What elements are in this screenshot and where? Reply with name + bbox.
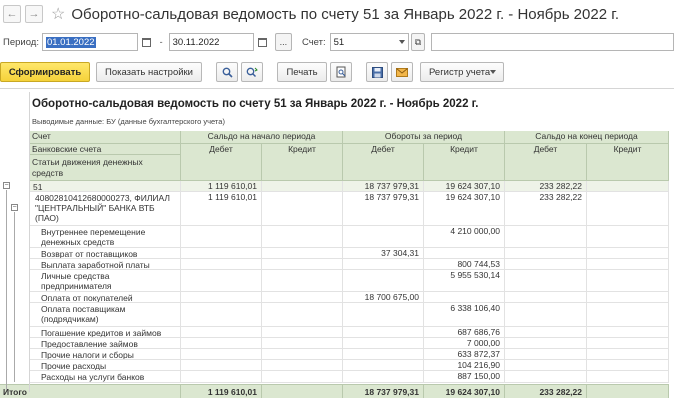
row-name-line1: Оплата поставщикам [41, 304, 126, 314]
closing-debit [505, 270, 587, 291]
row-name: Выплата заработной платы [29, 259, 181, 269]
register-button[interactable] [420, 62, 504, 82]
row-name-line2: "ЦЕНТРАЛЬНЫЙ" БАНКА ВТБ [35, 203, 155, 213]
opening-debit [181, 292, 262, 302]
search-icon[interactable] [216, 62, 238, 82]
row-name: Расходы на услуги банков [29, 371, 181, 382]
table-row[interactable] [29, 327, 669, 338]
period-select-button[interactable]: ... [275, 33, 292, 51]
turnover-credit: 104 216,90 [424, 360, 505, 370]
row-name: Прочие расходы [29, 360, 181, 370]
extra-filter-input[interactable] [431, 33, 674, 51]
opening-credit [262, 360, 343, 370]
closing-debit [505, 360, 587, 370]
turnover-credit [424, 248, 505, 258]
total-row[interactable] [0, 384, 669, 398]
opening-debit [181, 338, 262, 348]
print-button[interactable]: Печать [277, 62, 327, 82]
row-name-line3: (ПАО) [35, 213, 59, 223]
grouping-tree [0, 182, 29, 387]
opening-credit [262, 270, 343, 291]
calendar-to-icon[interactable] [256, 35, 269, 49]
turnover-debit [343, 371, 424, 382]
table-row[interactable] [29, 360, 669, 371]
header-turnover-credit: Кредит [424, 144, 505, 181]
header-opening-debit: Дебет [181, 144, 262, 181]
closing-credit [587, 292, 669, 302]
show-settings-button[interactable]: Показать настройки [96, 62, 202, 82]
back-arrow-icon[interactable]: ← [3, 5, 21, 23]
forward-arrow-icon[interactable]: → [25, 5, 43, 23]
closing-credit [587, 338, 669, 348]
table-row[interactable] [29, 270, 669, 292]
turnover-credit: 19 624 307,10 [424, 192, 505, 225]
total-opening-debit: 1 119 610,01 [181, 385, 262, 398]
save-icon[interactable] [366, 62, 388, 82]
closing-debit [505, 338, 587, 348]
row-name-line2: предпринимателя [41, 281, 112, 291]
opening-credit [262, 248, 343, 258]
table-row[interactable] [29, 371, 669, 383]
table-row[interactable] [29, 259, 669, 270]
divider [0, 88, 674, 89]
header-cash-flow-line2: средств [32, 168, 64, 178]
closing-credit [587, 349, 669, 359]
turnover-debit [343, 338, 424, 348]
opening-debit [181, 270, 262, 291]
turnover-debit: 37 304,31 [343, 248, 424, 258]
turnover-debit: 18 737 979,31 [343, 181, 424, 191]
turnover-debit [343, 360, 424, 370]
opening-credit [262, 226, 343, 247]
row-name-line1: Личные средства [41, 271, 110, 281]
opening-credit [262, 192, 343, 225]
row-name: Прочие налоги и сборы [29, 349, 181, 359]
closing-credit [587, 371, 669, 382]
total-closing-debit: 233 282,22 [505, 385, 587, 398]
closing-credit [587, 192, 669, 225]
account-select[interactable] [330, 33, 410, 51]
closing-debit: 233 282,22 [505, 192, 587, 225]
date-from-input[interactable] [42, 33, 138, 51]
row-name [29, 226, 181, 247]
table-row[interactable] [29, 226, 669, 248]
window-title: Оборотно-сальдовая ведомость по счету 51 за Январь 2022 г. - Ноябрь 2022 г. [71, 5, 620, 23]
tree-line [6, 190, 7, 390]
closing-debit: 233 282,22 [505, 181, 587, 191]
closing-debit [505, 292, 587, 302]
turnover-credit: 887 150,00 [424, 371, 505, 382]
total-label: Итого [0, 385, 181, 398]
closing-debit [505, 303, 587, 326]
closing-credit [587, 181, 669, 191]
date-to-value: 30.11.2022 [172, 36, 220, 48]
turnover-debit [343, 327, 424, 337]
period-dash: - [159, 37, 163, 47]
header-cash-flow-line1: Статьи движения денежных [32, 157, 143, 167]
opening-debit [181, 349, 262, 359]
collapse-icon[interactable]: − [12, 204, 17, 211]
row-name: Погашение кредитов и займов [29, 327, 181, 337]
opening-debit: 1 119 610,01 [181, 192, 262, 225]
row-name [29, 192, 181, 225]
opening-debit [181, 371, 262, 382]
date-to-input[interactable] [169, 33, 254, 51]
register-label: Регистр учета [429, 66, 491, 78]
filter-row [0, 31, 674, 53]
turnover-debit: 18 737 979,31 [343, 192, 424, 225]
opening-debit [181, 360, 262, 370]
opening-credit [262, 292, 343, 302]
table-row[interactable] [29, 292, 669, 303]
turnover-debit: 18 700 675,00 [343, 292, 424, 302]
opening-debit [181, 327, 262, 337]
period-label: Период: [3, 36, 39, 48]
row-name: 51 [29, 181, 181, 191]
turnover-debit [343, 259, 424, 269]
total-opening-credit [262, 385, 343, 398]
account-label: Счет: [301, 36, 326, 48]
closing-credit [587, 303, 669, 326]
table-row[interactable] [29, 338, 669, 349]
table-row[interactable] [29, 181, 669, 192]
total-turnover-credit: 19 624 307,10 [424, 385, 505, 398]
divider [29, 92, 30, 392]
header-closing-credit: Кредит [587, 144, 669, 181]
opening-debit [181, 248, 262, 258]
turnover-credit: 6 338 106,40 [424, 303, 505, 326]
header-closing-balance: Сальдо на конец периода [505, 131, 669, 144]
account-value: 51 [333, 36, 345, 48]
closing-debit [505, 259, 587, 269]
row-name-line2: денежных средств [41, 237, 115, 247]
tree-line [14, 212, 15, 382]
opening-credit [262, 303, 343, 326]
turnover-credit: 5 955 530,14 [424, 270, 505, 291]
opening-credit [262, 349, 343, 359]
row-name: Возврат от поставщиков [29, 248, 181, 258]
turnover-debit [343, 303, 424, 326]
row-name: Оплата от покупателей [29, 292, 181, 302]
header-cash-flow [29, 155, 181, 181]
header-turnover-debit: Дебет [343, 144, 424, 181]
row-name [29, 270, 181, 291]
closing-credit [587, 327, 669, 337]
opening-credit [262, 259, 343, 269]
closing-credit [587, 270, 669, 291]
closing-debit [505, 327, 587, 337]
generate-button[interactable]: Сформировать [0, 62, 90, 82]
turnover-credit: 19 624 307,10 [424, 181, 505, 191]
turnover-debit [343, 226, 424, 247]
opening-debit [181, 226, 262, 247]
turnover-debit [343, 270, 424, 291]
closing-credit [587, 360, 669, 370]
opening-credit [262, 327, 343, 337]
turnover-credit [424, 292, 505, 302]
total-closing-credit [587, 385, 669, 398]
opening-credit [262, 338, 343, 348]
mail-icon[interactable] [391, 62, 413, 82]
table-row[interactable] [29, 349, 669, 360]
turnover-debit [343, 349, 424, 359]
collapse-icon[interactable]: − [4, 182, 9, 189]
opening-credit [262, 181, 343, 191]
chevron-down-icon[interactable] [399, 40, 405, 44]
closing-debit [505, 226, 587, 247]
header-account: Счет [29, 131, 181, 144]
header-turnover: Обороты за период [343, 131, 505, 144]
opening-debit: 1 119 610,01 [181, 181, 262, 191]
turnover-credit: 687 686,76 [424, 327, 505, 337]
header-opening-credit: Кредит [262, 144, 343, 181]
closing-debit [505, 248, 587, 258]
header-closing-debit: Дебет [505, 144, 587, 181]
turnover-credit: 7 000,00 [424, 338, 505, 348]
search-refresh-icon[interactable] [241, 62, 263, 82]
opening-credit [262, 371, 343, 382]
turnover-credit: 800 744,53 [424, 259, 505, 269]
toolbar [0, 60, 674, 84]
header-bank-accounts: Банковские счета [29, 144, 181, 155]
row-name-line2: (подрядчикам) [41, 314, 99, 324]
closing-debit [505, 371, 587, 382]
closing-credit [587, 226, 669, 247]
opening-debit [181, 303, 262, 326]
header-opening-balance: Сальдо на начало периода [181, 131, 343, 144]
date-from-value: 01.01.2022 [46, 36, 95, 48]
turnover-credit: 4 210 000,00 [424, 226, 505, 247]
closing-credit [587, 248, 669, 258]
total-turnover-debit: 18 737 979,31 [343, 385, 424, 398]
table-row[interactable] [29, 303, 669, 327]
table-row[interactable] [29, 248, 669, 259]
chevron-down-icon [490, 70, 496, 74]
report-subtitle: Выводимые данные: БУ (данные бухгалтерского учета) [32, 117, 225, 126]
report-title: Оборотно-сальдовая ведомость по счету 51 за Январь 2022 г. - Ноябрь 2022 г. [32, 98, 479, 110]
closing-credit [587, 259, 669, 269]
preview-icon[interactable] [330, 62, 352, 82]
row-name-line1: Внутреннее перемещение [41, 227, 146, 237]
turnover-credit: 633 872,37 [424, 349, 505, 359]
row-name [29, 303, 181, 326]
favorite-star-icon[interactable]: ☆ [51, 6, 66, 23]
calendar-from-icon[interactable] [140, 35, 153, 49]
row-name-line1: 40802810412680000273, ФИЛИАЛ [35, 193, 170, 203]
opening-debit [181, 259, 262, 269]
closing-debit [505, 349, 587, 359]
title-bar [0, 0, 674, 28]
row-name: Предоставление займов [29, 338, 181, 348]
table-row[interactable] [29, 192, 669, 226]
open-account-icon[interactable]: ⧉ [411, 33, 424, 51]
